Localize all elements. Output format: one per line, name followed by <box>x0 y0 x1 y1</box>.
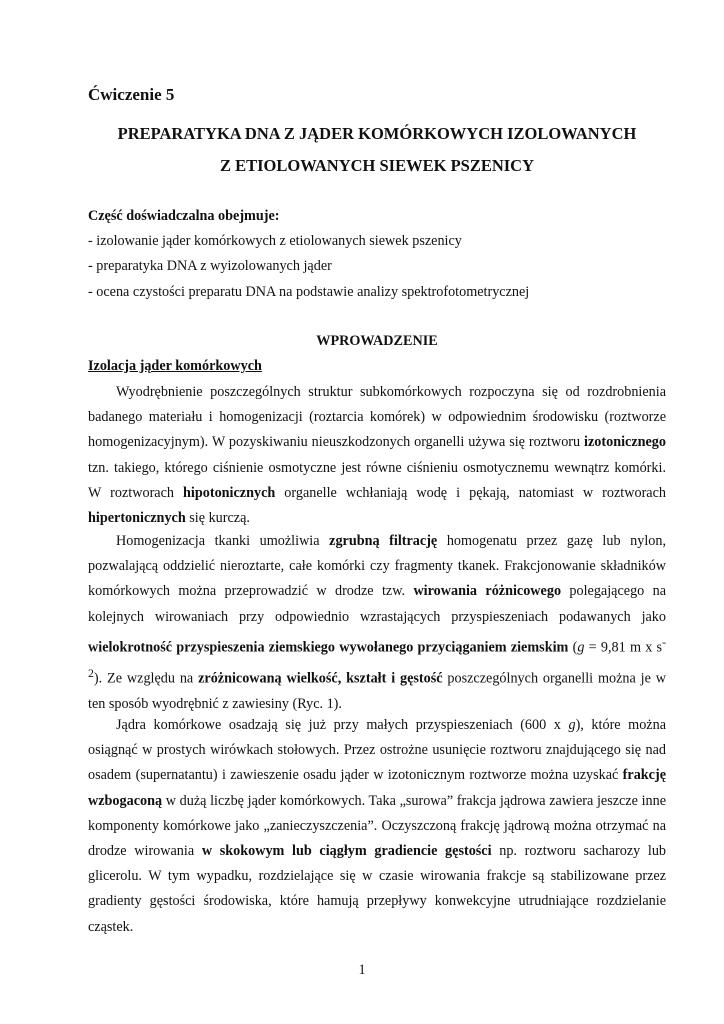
paragraph-3 <box>88 713 666 940</box>
p1-bold: hipertonicznych <box>88 510 186 527</box>
intro-heading: WPROWADZENIE <box>316 333 438 349</box>
scope-item: - preparatyka DNA z wyizolowanych jąder <box>88 258 332 274</box>
p1-text: organelle wchłaniają wodę i pękają, natomiast w roztworach <box>275 484 666 501</box>
p3-bold: frakcję wzbogaconą <box>88 767 666 809</box>
scope-item: - ocena czystości preparatu DNA na podstawie analizy spektrofotometrycznej <box>88 284 530 300</box>
scope-heading: Część doświadczalna obejmuje: <box>88 208 280 224</box>
paragraph-2 <box>88 529 666 717</box>
p1-text: się kurczą. <box>185 510 250 527</box>
exponent: -2 <box>88 634 667 680</box>
p2-bold: wirowania różnicowego <box>413 583 562 600</box>
p2-bold: zgrubną filtrację <box>329 533 438 549</box>
p3-bold: w skokowym lub ciągłym gradiencie gęstości <box>201 843 492 860</box>
scope-item: - izolowanie jąder komórkowych z etiolowanych siewek pszenicy <box>88 233 462 249</box>
p1-bold: hipotonicznych <box>183 484 276 501</box>
paragraph-1 <box>88 380 666 531</box>
p2-text: ). Ze względu na <box>93 670 199 687</box>
g-symbol: g <box>568 717 576 733</box>
p2-bold: wielokrotność przyspieszenia ziemskiego wywołanego przyciąganiem ziemskim <box>88 639 569 656</box>
p2-text: homogenatu przez gazę lub nylon, pozwalającą oddzielić nieroztarte, całe komórki czy fragmenty tkanek. Frakcjonowanie składników komórkowych można przeprowadzić w drodze tzw. <box>88 533 666 600</box>
g-symbol: g <box>577 639 585 656</box>
p1-text: tzn. takiego, którego ciśnienie osmotyczne jest równe ciśnieniu osmotycznemu wewnątrz komórki. W roztworach <box>88 459 666 501</box>
p3-text: Jądra komórkowe osadzają się już przy małych przyspieszeniach (600 x <box>116 717 569 733</box>
p2-text: = 9,81 m x s <box>584 639 663 656</box>
p1-text: Wyodrębnienie poszczególnych struktur subkomórkowych rozpoczyna się od rozdrobnienia badanego materiału i homogenizacji (roztarcia komórek) w odpowiednim środowisku (roztworze homogenizacyjnym). W pozyskiwaniu nieuszkodzonych organelli używa się roztworu <box>88 384 666 451</box>
title-line-1: PREPARATYKA DNA Z JĄDER KOMÓRKOWYCH IZOLOWANYCH <box>117 124 637 143</box>
section-heading: Izolacja jąder komórkowych <box>88 358 262 374</box>
p3-text: np. roztworu sacharozy lub glicerolu. W tym wypadku, rozdzielające się w czasie wirowania frakcje są stabilizowane przez gradienty gęstości środowiska, które hamują przepływy konwekcyjne utrudniające rozdzielanie cząstek. <box>88 843 667 935</box>
title-line-2: Z ETIOLOWANYCH SIEWEK PSZENICY <box>219 156 535 175</box>
p2-text: ( <box>568 639 578 656</box>
p3-text: w dużą liczbę jąder komórkowych. Taka „surowa” frakcja jądrowa zawiera jeszcze inne komponenty komórkowe jako „zanieczyszczenia”. Oczyszczoną frakcję jądrową można otrzymać na drodze wirowania <box>88 792 666 860</box>
p2-bold: zróżnicowaną wielkość, kształt i gęstość <box>198 670 443 687</box>
page-number: 1 <box>358 962 366 978</box>
p2-text: polegającego na kolejnych wirowaniach przy odpowiednio wzrastających przyspieszeniach podawanych jako <box>88 583 667 625</box>
p2-text: poszczególnych organelli można je w ten sposób wyodrębnić z zawiesiny (Ryc. 1). <box>88 670 666 712</box>
p1-bold: izotonicznego <box>584 434 666 451</box>
p3-text: ), które można osiągnąć w prostych wirówkach stołowych. Przez ostrożne usunięcie roztworu znajdującego się nad osadem (supernatantu) i zawieszenie osadu jąder w izotonicznym roztworze można uzyskać <box>88 717 666 784</box>
p2-text: Homogenizacja tkanki umożliwia <box>116 533 330 549</box>
exercise-label: Ćwiczenie 5 <box>88 85 175 104</box>
